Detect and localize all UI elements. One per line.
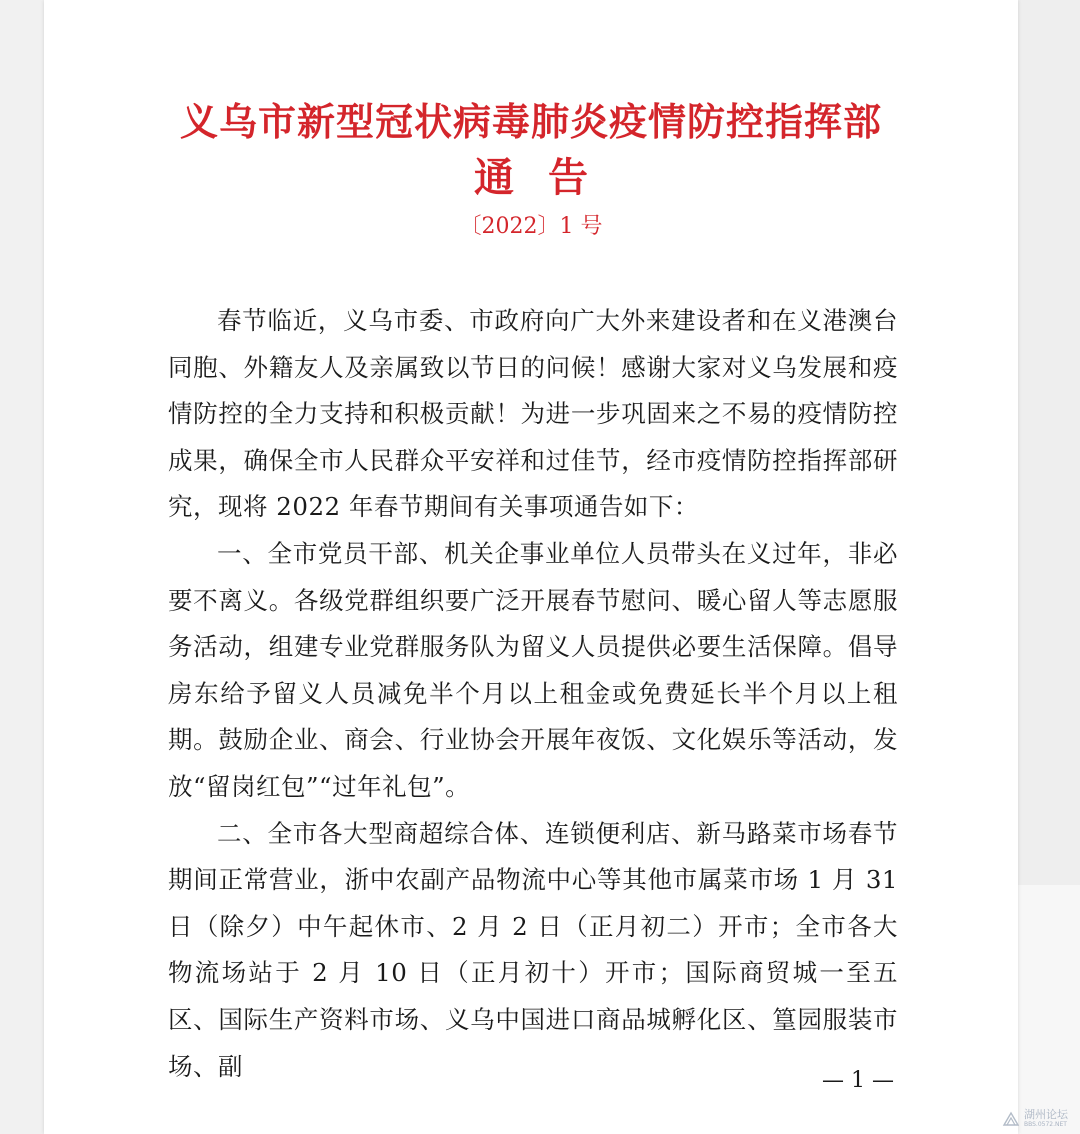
paragraph-intro: 春节临近，义乌市委、市政府向广大外来建设者和在义港澳台同胞、外籍友人及亲属致以节日的问候！感谢大家对义乌发展和疫情防控的全力支持和积极贡献！为进一步巩固来之不易的疫情防控成果，确保全市人民群众平安祥和过佳节，经市疫情防控指挥部研究，现将 2022 年春节期间有关事项通告如下：	[168, 306, 898, 522]
watermark-text: 湖州论坛	[1024, 1108, 1068, 1121]
watermark-url: BBS.0572.NET	[1024, 1121, 1067, 1128]
forum-watermark	[1002, 1109, 1068, 1128]
paragraph-item-2: 二、全市各大型商超综合体、连锁便利店、新马路菜市场春节期间正常营业，浙中农副产品物流中心等其他市属菜市场 1 月 31 日（除夕）中午起休市、2 月 2 日（正月初二）开市；全市各大物流场站于 2 月 10 日（正月初十）开市；国际商贸城一至五区、国际生产资料市场、义乌中国进口商品城孵化区、篁园服装市场、副	[168, 818, 898, 1081]
paragraph-item-1: 一、全市党员干部、机关企事业单位人员带头在义过年，非必要不离义。各级党群组织要广泛开展春节慰问、暖心留人等志愿服务活动，组建专业党群服务队为留义人员提供必要生活保障。倡导房东给予留义人员减免半个月以上租金或免费延长半个月以上租期。鼓励企业、商会、行业协会开展年夜饭、文化娱乐等活动，发放“留岗红包”“过年礼包”。	[168, 538, 898, 801]
document-page[interactable]	[44, 0, 1018, 1134]
document-body	[168, 298, 898, 1090]
left-margin-background	[0, 0, 44, 1134]
watermark-text-group	[1024, 1109, 1068, 1128]
document-title: 义乌市新型冠状病毒肺炎疫情防控指挥部	[179, 99, 882, 144]
watermark-logo-icon	[1002, 1111, 1020, 1127]
document-subtitle: 通告	[474, 154, 622, 201]
document-number: 〔2022〕1 号	[459, 214, 603, 239]
page-number: — 1 —	[822, 1068, 894, 1093]
right-margin-lower-background	[1018, 885, 1080, 1134]
